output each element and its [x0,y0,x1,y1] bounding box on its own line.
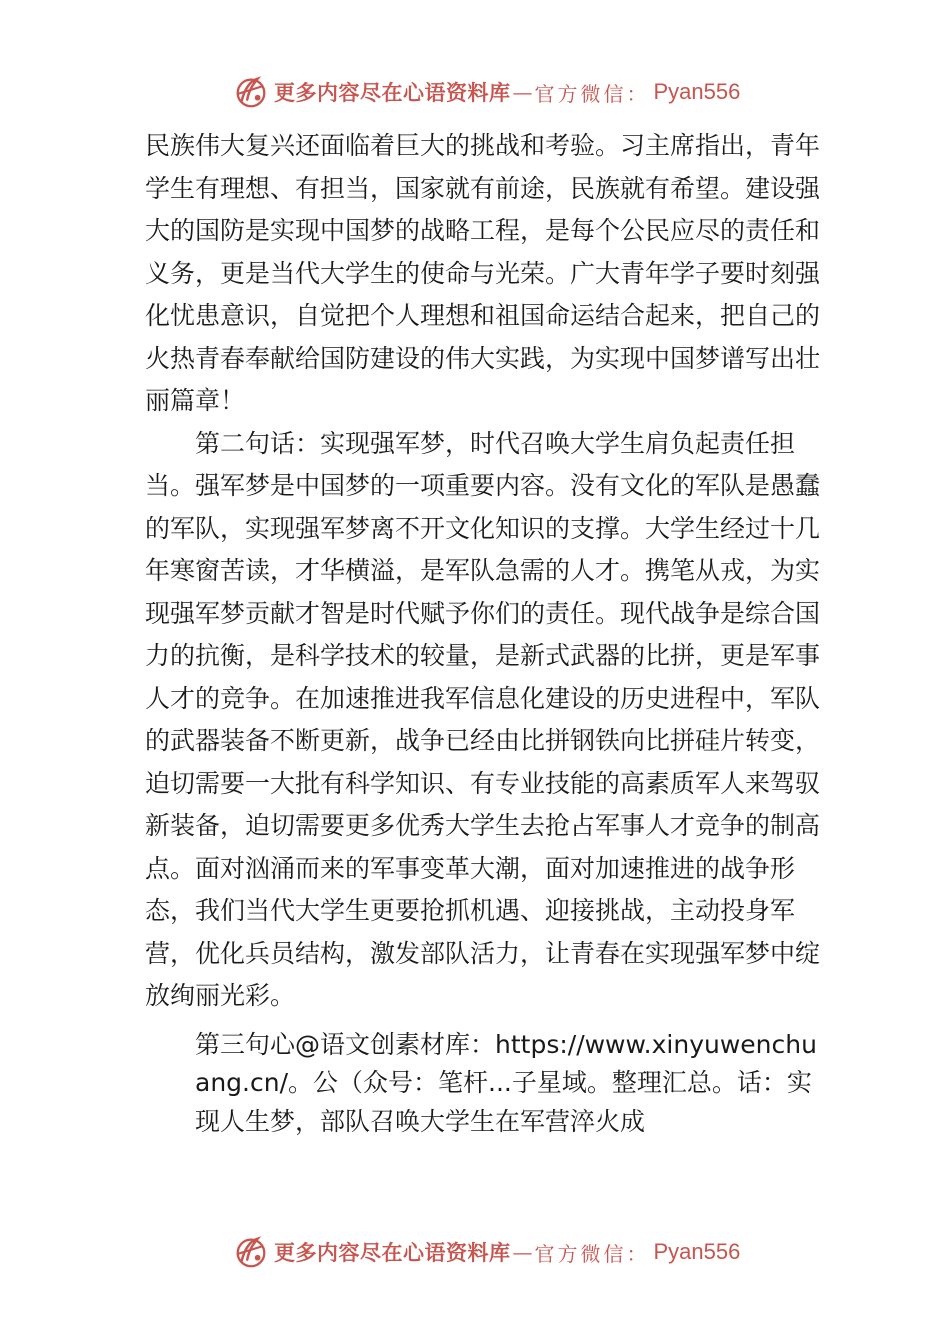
paragraph-3: 第三句心@语文创素材库：https://www.xinyuwenchuang.cn/。公（众号：笔杆...子星域。整理汇总。话：实现人生梦，部队召唤大学生在军营淬火成 [195,1029,817,1136]
footer-wechat-id: Pyan556 [653,1239,741,1264]
signature-logo-icon [232,1233,270,1271]
signature-logo-icon [232,73,270,111]
header-banner [232,72,740,112]
header-dash: — [512,80,533,104]
footer-brand-text: 更多内容尽在心语资料库 [274,1240,511,1265]
footer-banner [232,1232,740,1272]
footer-wechat-label: 官方微信： [534,1241,650,1266]
header-wechat-id: Pyan556 [653,79,741,104]
paragraph-2: 第二句话：实现强军梦，时代召唤大学生肩负起责任担当。强军梦是中国梦的一项重要内容。没有文化的军队是愚蠢的军队，实现强军梦离不开文化知识的支撑。大学生经过十几年寒窗苦读，才华横溢，是军队急需的人才。携笔从戎，为实现强军梦贡献才智是时代赋予你们的责任。现代战争是综合国力的抗衡，是科学技术的较量，是新式武器的比拼，更是军事人才的竞争。在加速推进我军信息化建设的历史进程中，军队的武器装备不断更新，战争已经由比拼钢铁向比拼硅片转变，迫切需要一大批有科学知识、有专业技能的高素质军人来驾驭新装备，迫切需要更多优秀大学生去抢占军事人才竞争的制高点。面对汹涌而来的军事变革大潮，面对加速推进的战争形态，我们当代大学生更要抢抓机遇、迎接挑战，主动投身军营，优化兵员结构，激发部队活力，让青春在实现强军梦中绽放绚丽光彩。 [145,428,821,1010]
header-brand-text: 更多内容尽在心语资料库 [274,80,511,105]
header-wechat-label: 官方微信： [534,81,650,106]
paragraph-1: 民族伟大复兴还面临着巨大的挑战和考验。习主席指出，青年学生有理想、有担当，国家就有前途，民族就有希望。建设强大的国防是实现中国梦的战略工程，是每个公民应尽的责任和义务，更是当代大学生的使命与光荣。广大青年学子要时刻强化忧患意识，自觉把个人理想和祖国命运结合起来，把自己的火热青春奉献给国防建设的伟大实践，为实现中国梦谱写出壮丽篇章！ [145,131,821,415]
document-body [145,125,825,1141]
footer-dash: — [512,1240,533,1264]
